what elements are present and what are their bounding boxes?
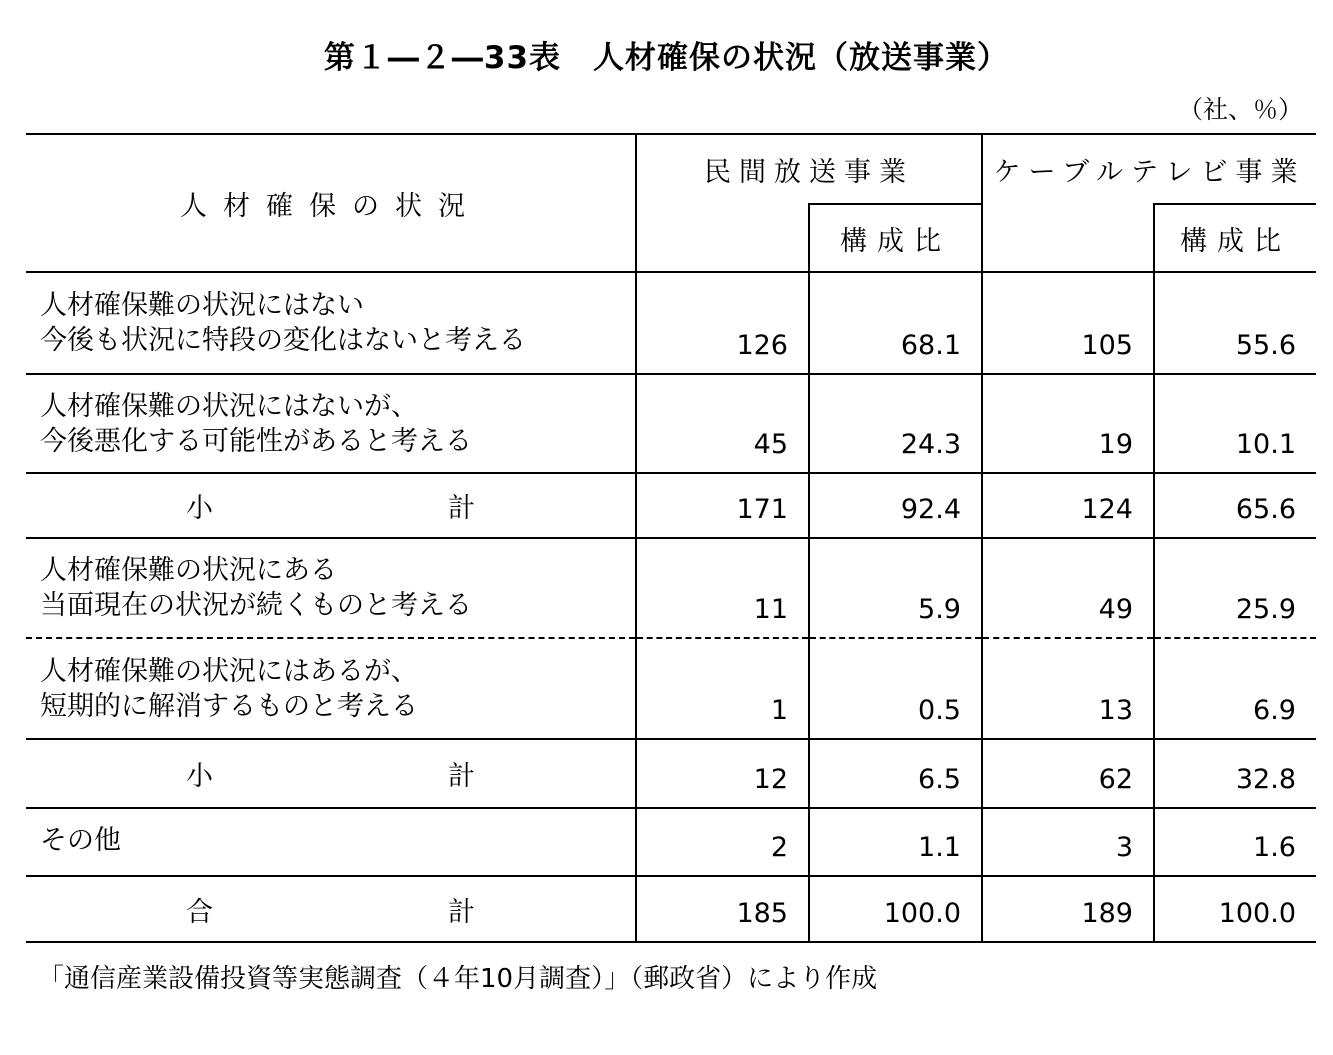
- private-count: 11: [636, 538, 809, 638]
- data-table: [26, 133, 1316, 943]
- private-ratio: 68.1: [809, 272, 982, 374]
- private-count: 12: [636, 739, 809, 808]
- cable-ratio: 32.8: [1154, 739, 1316, 808]
- row-label: 人材確保難の状況にある 当面現在の状況が続くものと考える: [40, 555, 472, 621]
- private-count: 126: [636, 272, 809, 374]
- table-row: [26, 808, 1316, 876]
- private-ratio: 24.3: [809, 374, 982, 473]
- cable-ratio: 100.0: [1154, 876, 1316, 942]
- private-count: 171: [636, 473, 809, 538]
- private-ratio: 100.0: [809, 876, 982, 942]
- subtotal-row: [26, 473, 1316, 538]
- group-header-private: 民間放送事業: [636, 134, 982, 204]
- subtotal-label: 小 計: [186, 493, 475, 524]
- subtotal-row: [26, 739, 1316, 808]
- total-row: [26, 876, 1316, 942]
- private-count: 185: [636, 876, 809, 942]
- cable-count: 189: [982, 876, 1154, 942]
- private-count: 1: [636, 638, 809, 739]
- private-ratio: 6.5: [809, 739, 982, 808]
- subtotal-label: 小 計: [186, 761, 475, 792]
- table-row: [26, 374, 1316, 473]
- private-count-header: [636, 204, 809, 272]
- private-ratio: 1.1: [809, 808, 982, 876]
- cable-count: 3: [982, 808, 1154, 876]
- private-ratio: 92.4: [809, 473, 982, 538]
- cable-ratio: 10.1: [1154, 374, 1316, 473]
- unit-label: （社、％）: [1177, 95, 1303, 124]
- table-title: 第１―２―33表 人材確保の状況（放送事業）: [323, 40, 1010, 76]
- row-label-header: 人材確保の状況: [180, 190, 481, 222]
- cable-ratio: 6.9: [1154, 638, 1316, 739]
- row-label: 人材確保難の状況にはあるが、 短期的に解消するものと考える: [26, 638, 636, 739]
- cable-ratio: 65.6: [1154, 473, 1316, 538]
- cable-ratio: 25.9: [1154, 538, 1316, 638]
- total-label: 合 計: [186, 896, 475, 928]
- private-ratio: 5.9: [809, 538, 982, 638]
- row-label: 人材確保難の状況にはない 今後も状況に特段の変化はないと考える: [40, 290, 526, 356]
- group-header-cable: ケーブルテレビ事業: [982, 134, 1316, 204]
- private-ratio-header: 構成比: [809, 204, 982, 272]
- private-ratio: 0.5: [809, 638, 982, 739]
- cable-count: 62: [982, 739, 1154, 808]
- cable-ratio-header: 構成比: [1154, 204, 1316, 272]
- table-row: [26, 638, 1316, 739]
- cable-count: 49: [982, 538, 1154, 638]
- private-count: 45: [636, 374, 809, 473]
- cable-count: 124: [982, 473, 1154, 538]
- cable-ratio: 1.6: [1154, 808, 1316, 876]
- table-row: [26, 538, 1316, 638]
- row-label: 人材確保難の状況にはないが、 今後悪化する可能性があると考える: [40, 390, 472, 457]
- cable-count: 19: [982, 374, 1154, 473]
- cable-count: 13: [982, 638, 1154, 739]
- source-note: 「通信産業設備投資等実態調査（４年10月調査）」（郵政省）により作成: [38, 964, 878, 994]
- cable-ratio: 55.6: [1154, 272, 1316, 374]
- cable-count-header: [982, 204, 1154, 272]
- cable-count: 105: [982, 272, 1154, 374]
- private-count: 2: [636, 808, 809, 876]
- table-row: [26, 272, 1316, 374]
- row-label: その他: [40, 825, 121, 856]
